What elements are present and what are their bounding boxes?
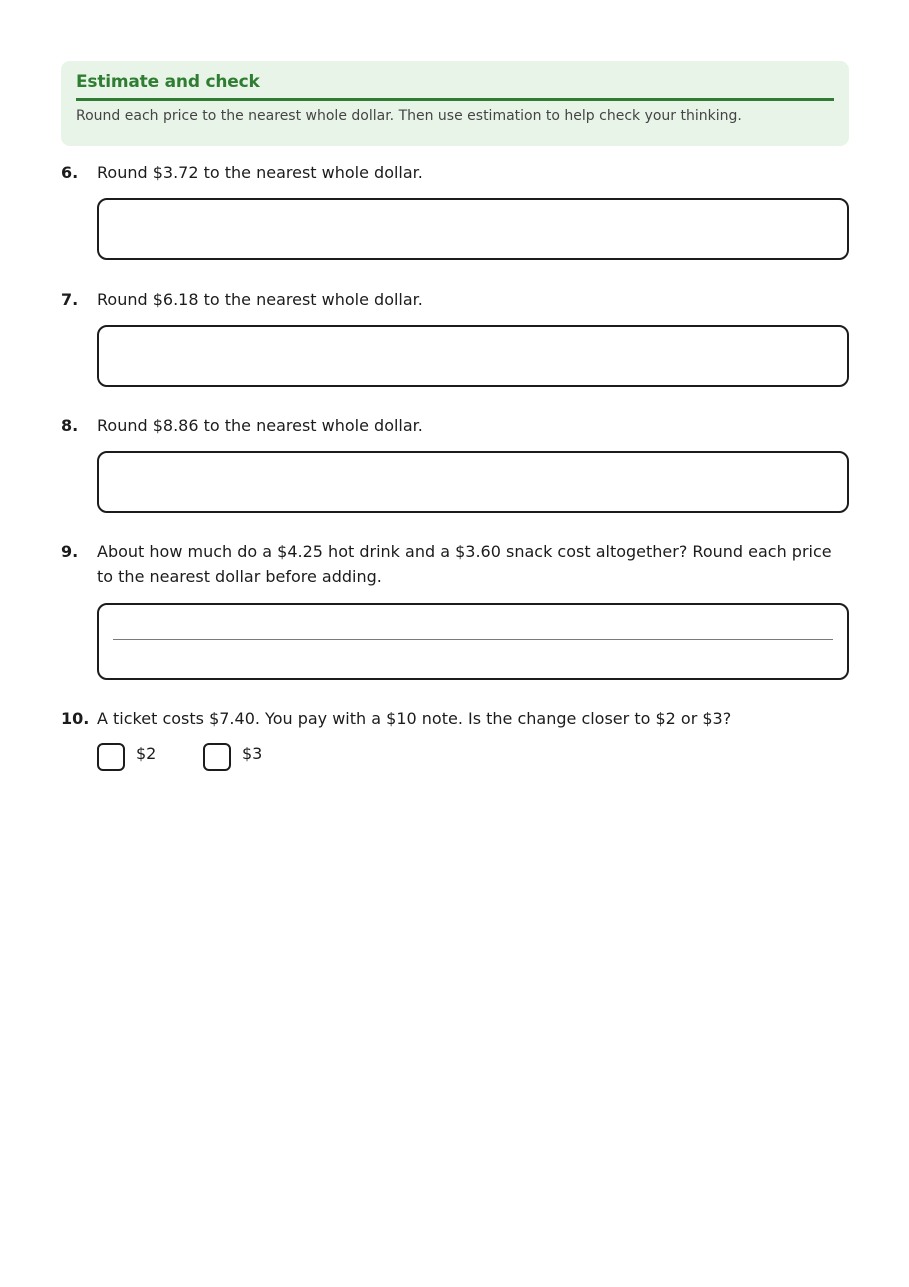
section-instructions: Round each price to the nearest whole dollar. Then use estimation to help check your thinking. [76, 108, 742, 124]
question-text: About how much do a $4.25 hot drink and a $3.60 snack cost altogether? Round each price to the nearest dollar before adding. [97, 542, 832, 586]
section-title: Estimate and check [76, 72, 834, 101]
writing-line [113, 639, 833, 640]
question-8 [61, 413, 849, 513]
option-label: $3 [242, 743, 263, 763]
option-2-dollars[interactable] [97, 743, 203, 771]
answer-box-7[interactable] [97, 325, 849, 387]
question-text: A ticket costs $7.40. You pay with a $10 note. Is the change closer to $2 or $3? [97, 709, 732, 728]
question-6 [61, 160, 849, 260]
question-10 [61, 706, 849, 771]
section-banner [61, 61, 849, 146]
answer-options [97, 743, 849, 771]
question-7 [61, 287, 849, 387]
option-label: $2 [136, 743, 157, 763]
checkbox[interactable] [97, 743, 125, 771]
question-text: Round $8.86 to the nearest whole dollar. [97, 416, 423, 435]
question-number: 10. [61, 709, 90, 728]
question-number: 6. [61, 163, 79, 182]
worksheet-page [61, 61, 849, 771]
answer-box-6[interactable] [97, 198, 849, 260]
question-number: 7. [61, 290, 79, 309]
question-number: 9. [61, 542, 79, 561]
option-3-dollars[interactable] [203, 743, 309, 771]
question-9 [61, 539, 849, 680]
answer-box-8[interactable] [97, 451, 849, 513]
question-text: Round $3.72 to the nearest whole dollar. [97, 163, 423, 182]
question-number: 8. [61, 416, 79, 435]
question-text: Round $6.18 to the nearest whole dollar. [97, 290, 423, 309]
answer-box-9[interactable] [97, 603, 849, 680]
checkbox[interactable] [203, 743, 231, 771]
